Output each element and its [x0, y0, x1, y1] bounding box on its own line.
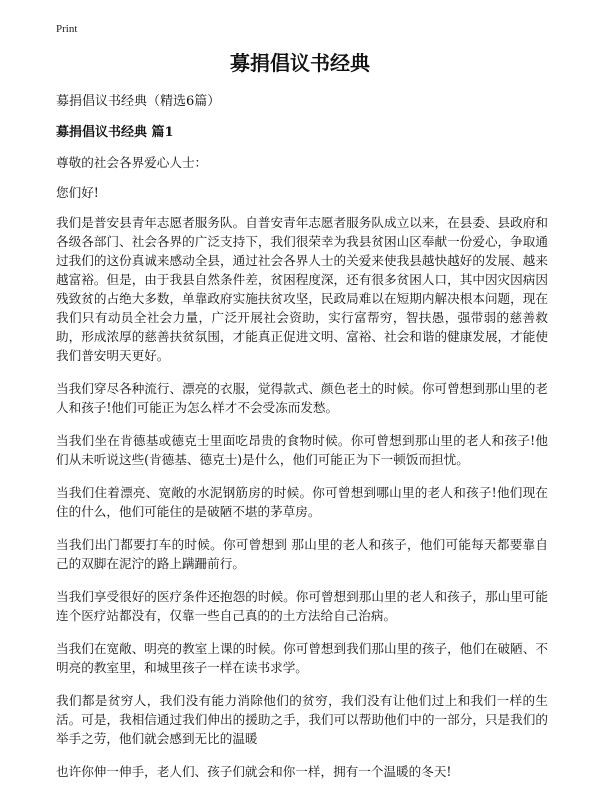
document-subtitle: 募捐倡议书经典（精选6篇） — [56, 94, 221, 109]
print-label[interactable]: Print — [56, 23, 78, 35]
body-paragraph-3: 当我们坐在肯德基或德克士里面吃昂贵的食物时候。你可曾想到那山里的老人和孩子!他们从未听说这些(肯德基、德克士)是什么，他们可能正为下一顿饭而担忧。 — [56, 433, 548, 467]
section-heading: 募捐倡议书经典 篇1 — [56, 125, 174, 140]
salutation: 尊敬的社会各界爱心人士： — [56, 155, 208, 170]
body-paragraph-1: 我们是普安县青年志愿者服务队。自普安青年志愿者服务队成立以来，在县委、县政府和各级各部门、社会各界的广泛支持下，我们很荣幸为我县贫困山区奉献一份爱心，争取通过我们的这份真诚来感动全县，通过社会各界人士的关爱来使我县越快越好的发展、越来越富裕。但是，由于我县自然条件差，贫困程度深，还有很多贫困人口，其中因灾因病因残致贫的占绝大多数，单靠政府实施扶贫攻坚，民政局难以在短期内解决根本问题，现在我们只有动员全社会力量，广泛开展社会资助，实行富帮穷，智扶愚，强带弱的慈善救助，形成浓厚的慈善扶贫氛围，才能真正促进文明、富裕、社会和谐的健康发展，才能使我们普安明天更好。 — [56, 215, 548, 363]
body-paragraph-8: 我们都是贫穷人，我们没有能力消除他们的贫穷，我们没有让他们过上和我们一样的生活。可是，我相信通过我们伸出的援助之手，我们可以帮助他们中的一部分，只是我们的举手之劳，他们就会感到无比的温暖 — [56, 693, 548, 746]
body-paragraph-5: 当我们出门都要打车的时候。你可曾想到 那山里的老人和孩子，他们可能每天都要靠自己的双脚在泥泞的路上蹒跚前行。 — [56, 537, 548, 571]
body-paragraph-2: 当我们穿尽各种流行、漂亮的衣服，觉得款式、颜色老土的时候。你可曾想到那山里的老人和孩子!他们可能正为怎么样才不会受冻而发愁。 — [56, 381, 548, 415]
body-paragraph-4: 当我们住着漂亮、宽敞的水泥钢筋房的时候。你可曾想到哪山里的老人和孩子!他们现在住的什么，他们可能住的是破陋不堪的茅草房。 — [56, 485, 548, 519]
body-paragraph-6: 当我们享受很好的医疗条件还抱怨的时候。你可曾想到那山里的老人和孩子，那山里可能连个医疗站都没有，仅靠一些自己真的的土方法给自己治病。 — [56, 589, 548, 623]
body-paragraph-9: 也许你伸一伸手，老人们、孩子们就会和你一样，拥有一个温暖的冬天! — [56, 764, 452, 779]
document-title: 募捐倡议书经典 — [230, 51, 370, 75]
letter-body — [56, 153, 548, 795]
body-paragraph-7: 当我们在宽敞、明亮的教室上课的时候。你可曾想到我们那山里的孩子，他们在破陋、不明亮的教室里，和城里孩子一样在读书求学。 — [56, 641, 548, 675]
greeting: 您们好! — [56, 185, 99, 200]
